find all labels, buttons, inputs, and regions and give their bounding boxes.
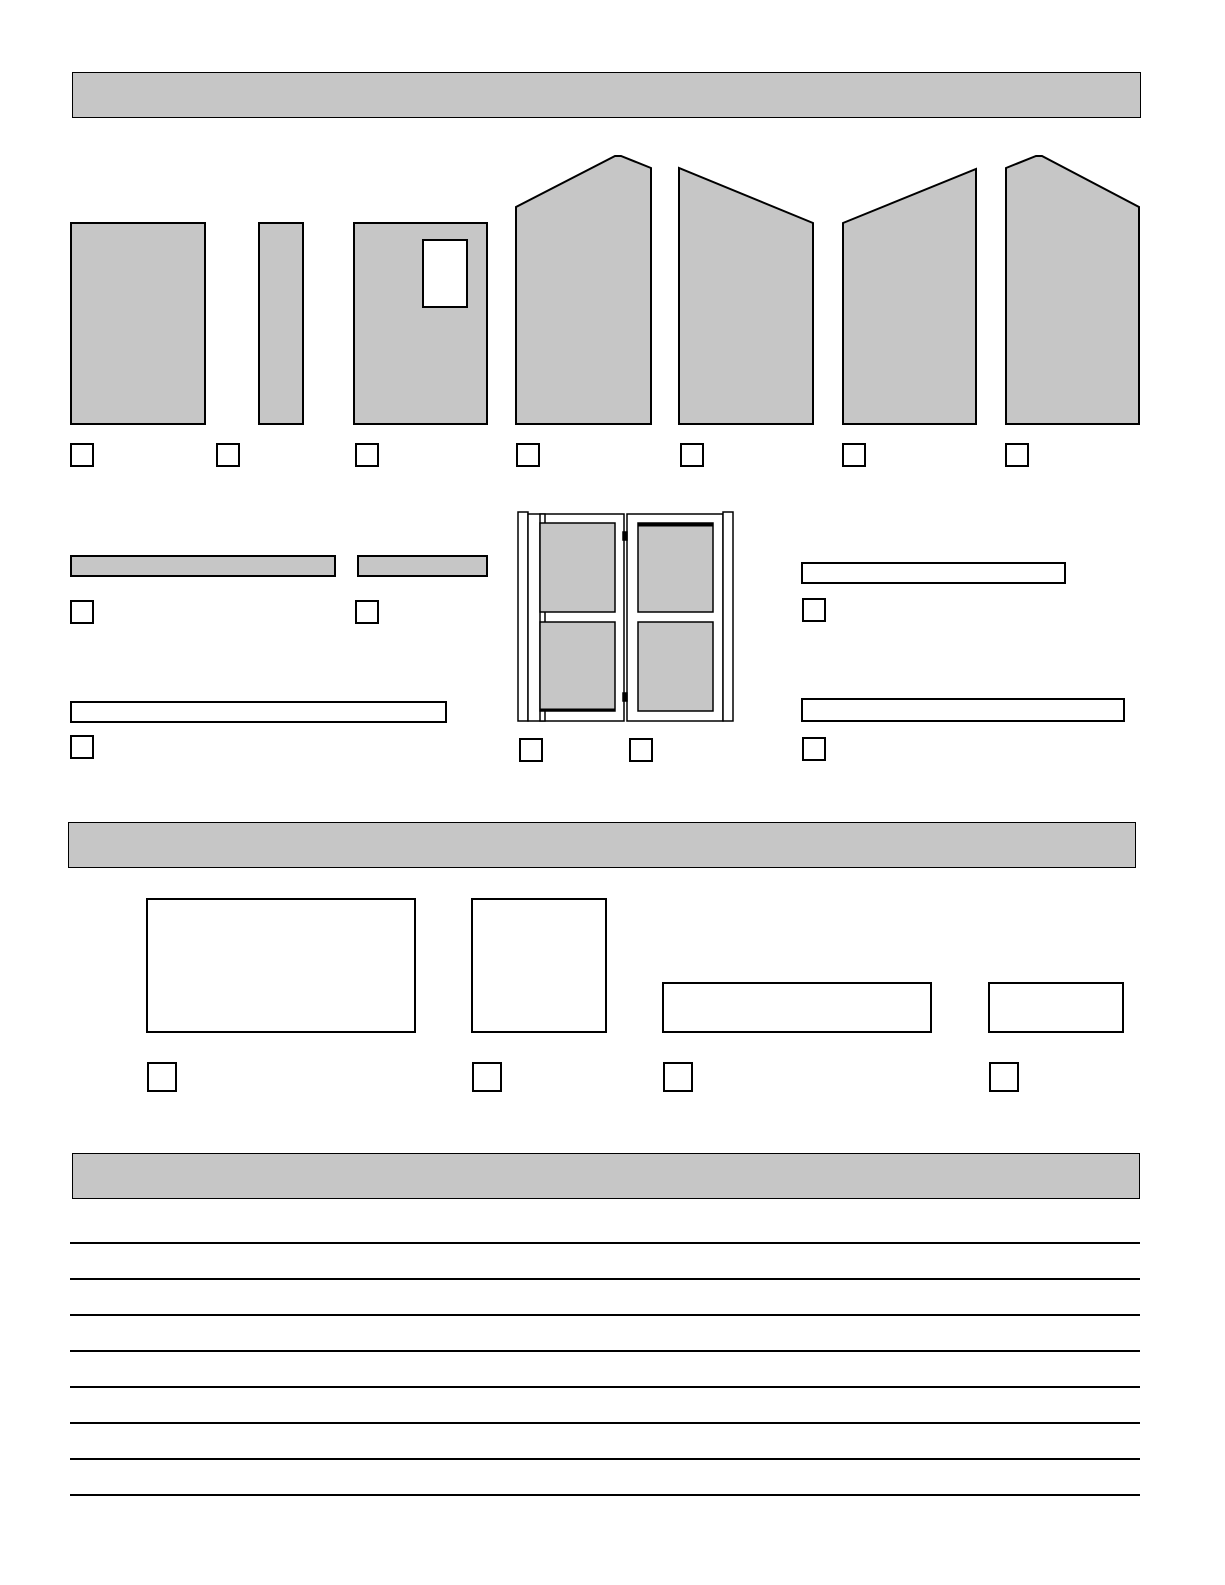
- checkbox-door-right[interactable]: [629, 738, 653, 762]
- checkbox-box-square[interactable]: [472, 1062, 502, 1092]
- checkbox-panel-b[interactable]: [216, 443, 240, 467]
- notes-line[interactable]: [70, 1422, 1140, 1424]
- checkbox-box-small[interactable]: [989, 1062, 1019, 1092]
- panel-e-shape: [679, 168, 813, 424]
- box-wide-shape: [663, 983, 931, 1032]
- notes-line[interactable]: [70, 1278, 1140, 1280]
- box-small-shape: [989, 983, 1123, 1032]
- checkbox-board-lower-right[interactable]: [802, 737, 826, 761]
- checkbox-panel-g[interactable]: [1005, 443, 1029, 467]
- checkbox-trim-short[interactable]: [355, 600, 379, 624]
- notes-line[interactable]: [70, 1314, 1140, 1316]
- notes-line[interactable]: [70, 1386, 1140, 1388]
- checkbox-door-left[interactable]: [519, 738, 543, 762]
- box-large-shape: [147, 899, 415, 1032]
- panel-g-shape: [1006, 156, 1139, 424]
- trim-short-shape: [358, 556, 487, 576]
- panel-a-shape: [71, 223, 205, 424]
- checkbox-panel-d[interactable]: [516, 443, 540, 467]
- checkbox-board-long[interactable]: [70, 735, 94, 759]
- panel-b-shape: [259, 223, 303, 424]
- notes-line[interactable]: [70, 1350, 1140, 1352]
- notes-line[interactable]: [70, 1242, 1140, 1244]
- checkbox-panel-e[interactable]: [680, 443, 704, 467]
- notes-line[interactable]: [70, 1458, 1140, 1460]
- board-upper-right-shape: [802, 563, 1065, 583]
- checkbox-box-wide[interactable]: [663, 1062, 693, 1092]
- checkbox-trim-long[interactable]: [70, 600, 94, 624]
- trim-long-shape: [71, 556, 335, 576]
- checkbox-panel-a[interactable]: [70, 443, 94, 467]
- notes-line[interactable]: [70, 1494, 1140, 1496]
- double-door-shape: [518, 512, 733, 721]
- panel-d-shape: [516, 156, 651, 424]
- checkbox-board-upper-right[interactable]: [802, 598, 826, 622]
- checkbox-box-large[interactable]: [147, 1062, 177, 1092]
- box-square-shape: [472, 899, 606, 1032]
- checkbox-panel-c[interactable]: [355, 443, 379, 467]
- board-long-shape: [71, 702, 446, 722]
- checkbox-panel-f[interactable]: [842, 443, 866, 467]
- panel-c-shape: [354, 223, 487, 424]
- board-lower-right-shape: [802, 699, 1124, 721]
- panel-f-shape: [843, 169, 976, 424]
